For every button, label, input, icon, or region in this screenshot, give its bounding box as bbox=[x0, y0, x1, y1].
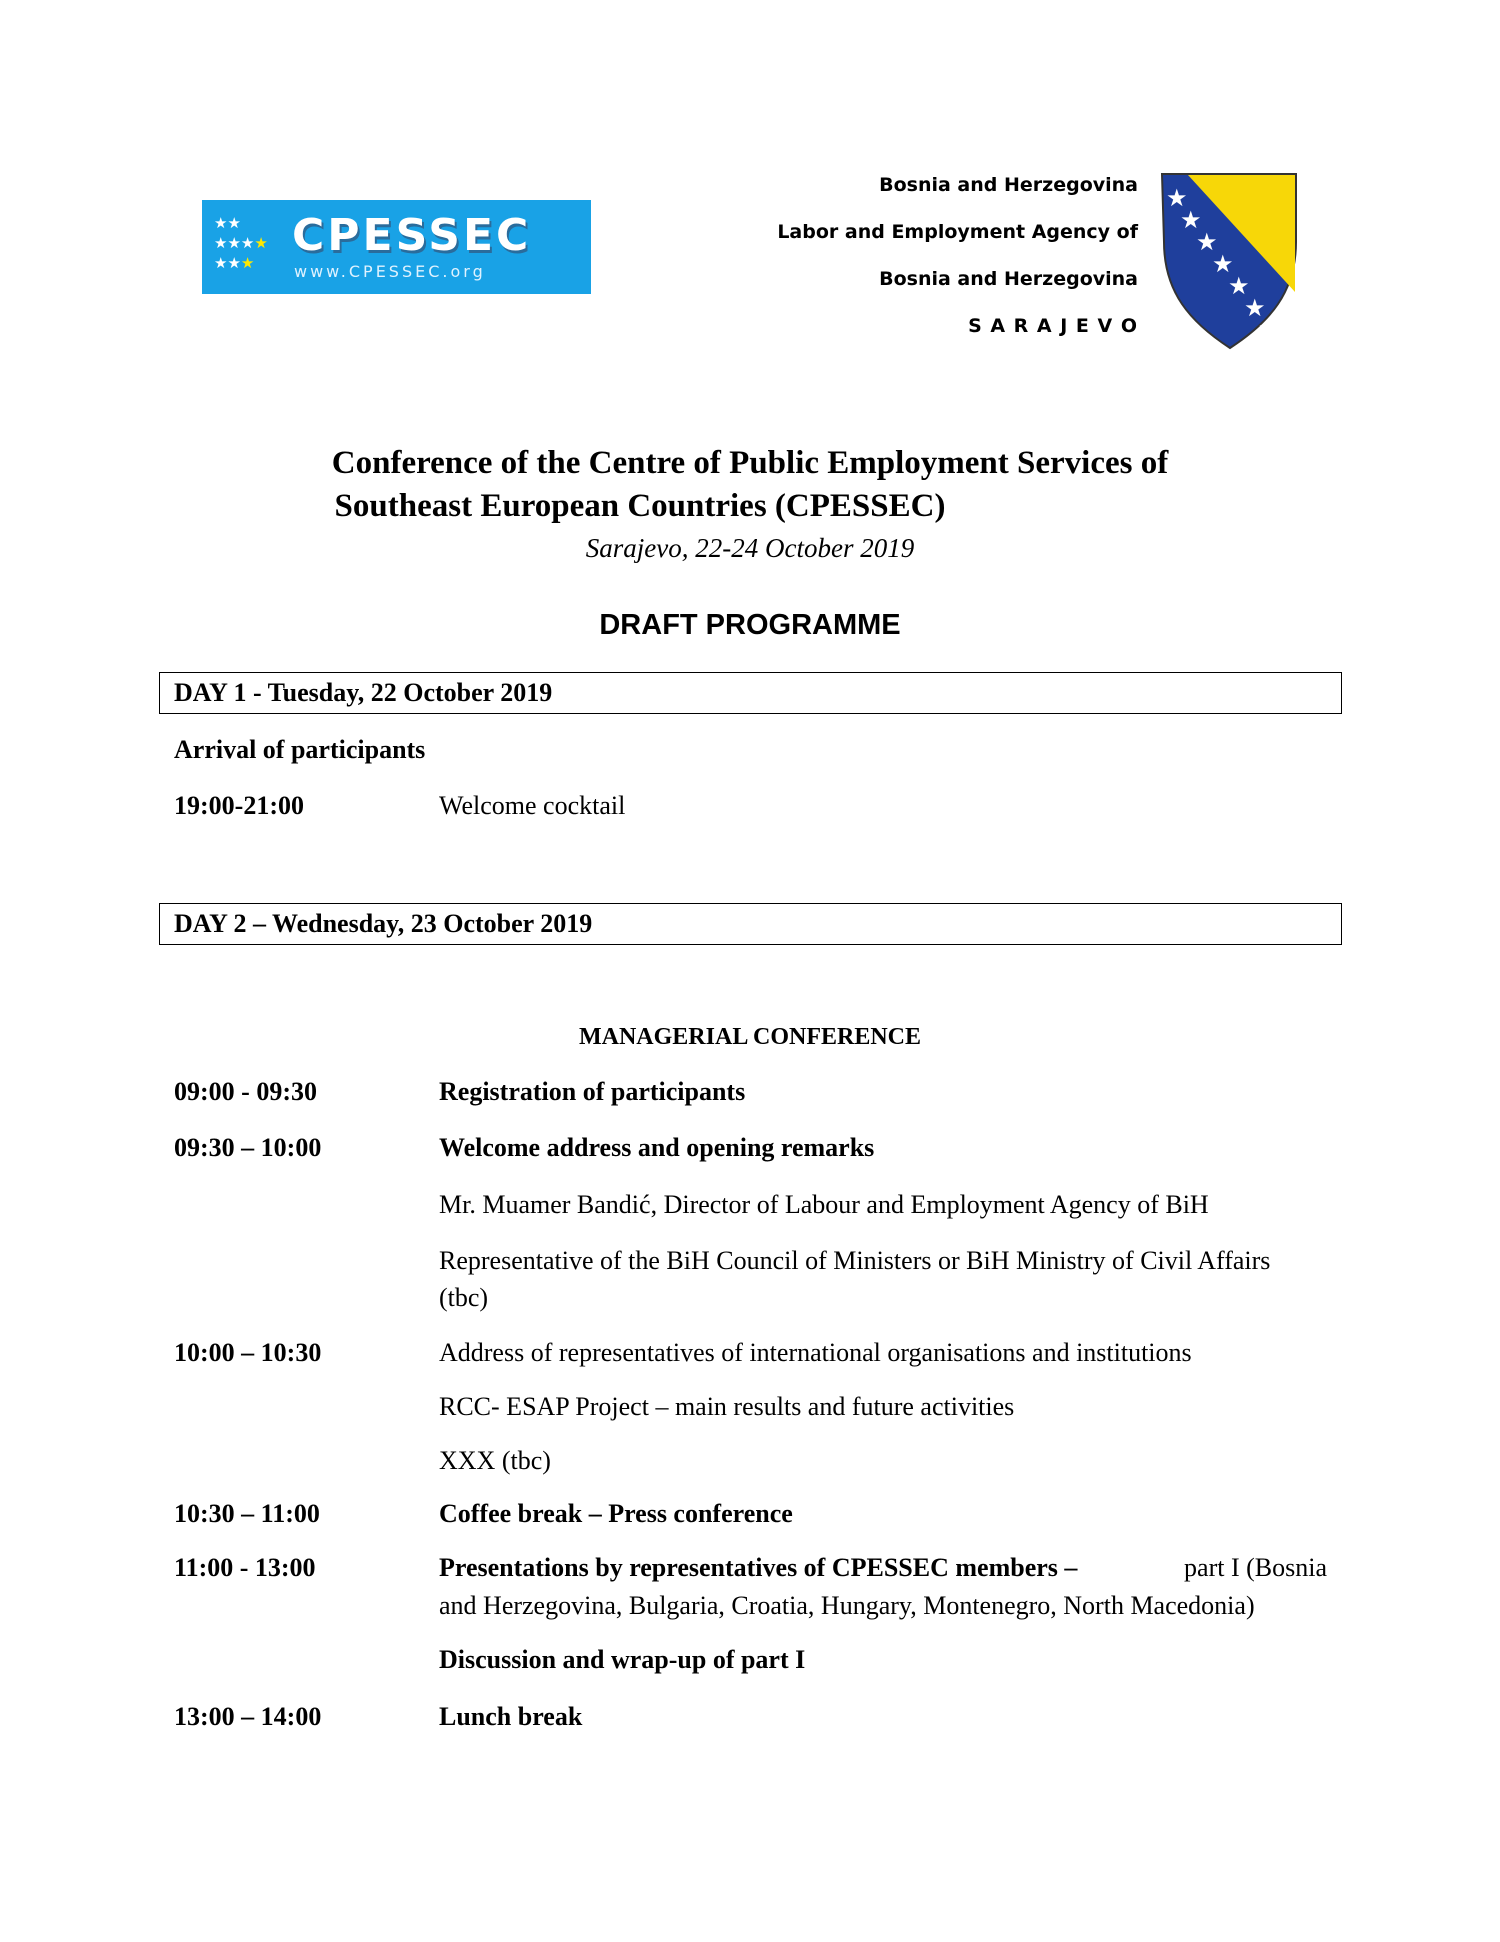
item-text: Lunch break bbox=[439, 1702, 583, 1731]
svg-text:★: ★ bbox=[1258, 314, 1280, 342]
section-heading: MANAGERIAL CONFERENCE bbox=[578, 1024, 922, 1050]
header-country-2: Bosnia and Herzegovina bbox=[879, 268, 1138, 290]
svg-text:★: ★ bbox=[1228, 272, 1250, 300]
stars-icon: ★★ ★★★★ ★★★ bbox=[214, 216, 268, 272]
item-time: 10:30 – 11:00 bbox=[174, 1499, 320, 1528]
day1-event: Welcome cocktail bbox=[439, 791, 626, 820]
item-text: Coffee break – Press conference bbox=[439, 1499, 793, 1528]
conference-title-line1: Conference of the Centre of Public Employment Services of bbox=[331, 445, 1169, 481]
item-time: 09:30 – 10:00 bbox=[174, 1133, 322, 1162]
day2-box bbox=[159, 903, 1342, 945]
svg-text:★: ★ bbox=[1212, 250, 1234, 278]
svg-text:★: ★ bbox=[1180, 206, 1202, 234]
coat-of-arms-icon bbox=[1160, 172, 1300, 350]
header-country: Bosnia and Herzegovina bbox=[879, 174, 1138, 196]
item-time: 13:00 – 14:00 bbox=[174, 1702, 322, 1731]
day2-heading: DAY 2 – Wednesday, 23 October 2019 bbox=[174, 909, 593, 938]
item-time: 11:00 - 13:00 bbox=[174, 1553, 316, 1582]
item-text-cont: and Herzegovina, Bulgaria, Croatia, Hungary, Montenegro, North Macedonia) bbox=[439, 1591, 1255, 1620]
programme-heading: DRAFT PROGRAMME bbox=[599, 609, 901, 641]
svg-text:★: ★ bbox=[1166, 184, 1188, 212]
item-text-bold: Presentations by representatives of CPESSEC members – bbox=[439, 1553, 1078, 1582]
item-text: Registration of participants bbox=[439, 1077, 746, 1106]
day1-time: 19:00-21:00 bbox=[174, 791, 304, 820]
logo-brand: CPESSEC bbox=[292, 210, 532, 261]
day1-box bbox=[159, 672, 1342, 714]
item-text: Discussion and wrap-up of part I bbox=[439, 1645, 806, 1674]
item-text-line bbox=[439, 1553, 1327, 1583]
item-text: RCC- ESAP Project – main results and future activities bbox=[439, 1392, 1015, 1421]
conference-date: Sarajevo, 22-24 October 2019 bbox=[585, 533, 915, 563]
item-time: 10:00 – 10:30 bbox=[174, 1338, 322, 1367]
arrival-label: Arrival of participants bbox=[174, 735, 426, 764]
item-text-cont: (tbc) bbox=[439, 1283, 489, 1312]
item-time: 09:00 - 09:30 bbox=[174, 1077, 317, 1106]
item-text: Welcome address and opening remarks bbox=[439, 1133, 875, 1162]
conference-title-line2: Southeast European Countries (CPESSEC) bbox=[334, 488, 946, 524]
header-city: S A R A J E V O bbox=[968, 315, 1138, 337]
logo-url: www.CPESSEC.org bbox=[294, 262, 486, 281]
item-text: Representative of the BiH Council of Ministers or BiH Ministry of Civil Affairs bbox=[439, 1246, 1271, 1275]
day1-heading: DAY 1 - Tuesday, 22 October 2019 bbox=[174, 678, 553, 707]
item-text: XXX (tbc) bbox=[439, 1446, 551, 1475]
svg-text:★: ★ bbox=[1244, 294, 1266, 322]
svg-text:★: ★ bbox=[1196, 228, 1218, 256]
cpessec-logo bbox=[202, 200, 591, 294]
item-text: Address of representatives of international organisations and institutions bbox=[439, 1338, 1192, 1367]
item-text: part I (Bosnia bbox=[1177, 1553, 1327, 1582]
item-text: Mr. Muamer Bandić, Director of Labour and Employment Agency of BiH bbox=[439, 1190, 1209, 1219]
header-agency: Labor and Employment Agency of bbox=[777, 221, 1138, 243]
